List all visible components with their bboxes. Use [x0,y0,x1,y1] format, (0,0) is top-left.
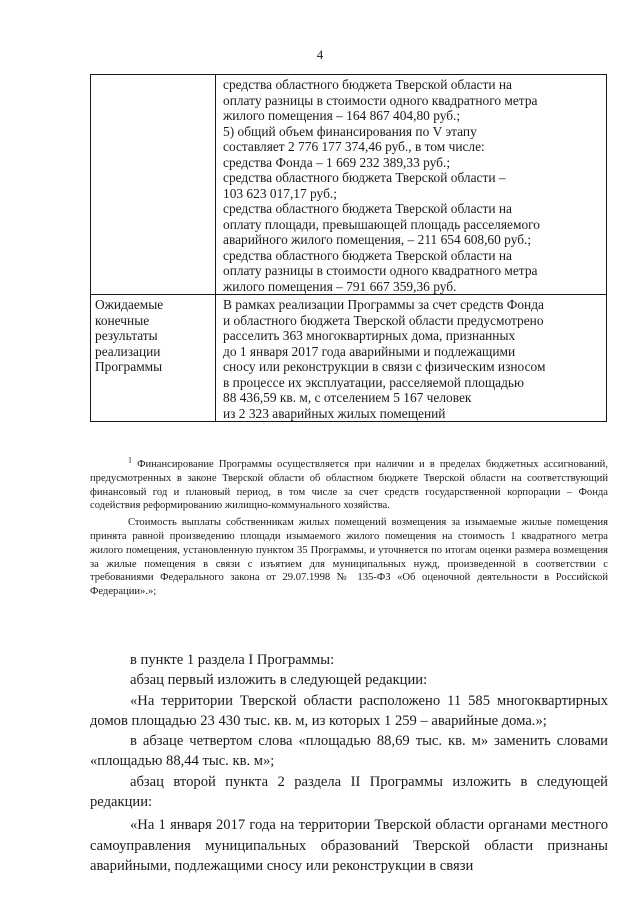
paragraph: в пункте 1 раздела I Программы: [130,652,335,668]
footnote [90,455,608,599]
text-line: оплату разницы в стоимости одного квадратного метра [223,263,538,278]
text-line: средства областного бюджета Тверской области на [223,247,512,263]
text-line: средства областного бюджета Тверской области на [223,201,512,216]
row-label-cell-empty [91,75,216,295]
text-line: в процессе их эксплуатации, расселяемой площадью [223,374,525,390]
text-line: оплату площади, превышающей площадь расселяемого [223,216,540,232]
text-line: 5) общий объем финансирования по V этапу [223,123,477,139]
label-line: Ожидаемые [95,297,164,312]
label-line: результаты [95,328,158,343]
paragraph: абзац второй пункта 2 раздела II Программы изложить в следующей редакции: [90,773,608,811]
text-line: 88 436,59 кв. м, с отселением 5 167 человек [223,390,472,405]
expected-results-cell [216,295,607,422]
text-line: сносу или реконструкции в связи с физическим износом [223,359,546,374]
text-line: средства областного бюджета Тверской области на [223,77,512,92]
text-line: и областного бюджета Тверской области предусмотрено [223,312,544,328]
text-line: составляет 2 776 177 374,46 руб., в том числе: [223,139,485,154]
text-line: жилого помещения – 791 667 359,36 руб. [223,278,457,294]
text-line: средства областного бюджета Тверской области – [223,170,506,185]
row-label-cell [91,295,216,422]
paragraph: в абзаце четвертом слова «площадью 88,69 тыс. кв. м» заменить словами «площадью 88,44 тыс. кв. м»; [90,733,608,770]
paragraph: «На территории Тверской области расположено 11 585 многоквартирных домов площадью 23 430 тыс. кв. м, из которых 1 259 – аварийные дома.»; [90,692,608,729]
page-number: 4 [316,47,324,62]
paragraph: «На 1 января 2017 года на территории Тверской области органами местного самоуправления муниципальных образований Тверской области признаны аварийными, подлежащими сносу или реконструкции в связи [90,817,608,874]
footnote-paragraph-1 [90,455,608,513]
main-body-text [90,650,608,876]
text-line: расселить 363 многоквартирных дома, признанных [223,328,516,343]
paragraph: абзац первый изложить в следующей редакции: [130,672,428,689]
text-line: жилого помещения – 164 867 404,80 руб.; [223,108,461,123]
text-line: до 1 января 2017 года аварийными и подлежащими [223,343,516,359]
footnote-paragraph-2: Стоимость выплаты собственникам жилых помещений возмещения за изымаемые жилые помещения принята равной произведению площади изымаемого жилого помещения на стоимость 1 квадратного метра жилого помещения, установленную пунктом 35 Программы, и уточняется по итогам оценки размера возмещения за жилые помещения в связи с изъятием для муниципальных нужд, произведенной в соответствии с требованиями Федерального закона от 29.07.1998 № 135-ФЗ «Об оценочной деятельности в Российской Федерации».»; [90,517,608,598]
text-line: оплату разницы в стоимости одного квадратного метра [223,92,538,108]
table-row-financing [91,75,607,295]
text-line: средства Фонда – 1 669 232 389,33 руб.; [223,154,451,170]
text-line: аварийного жилого помещения, – 211 654 608,60 руб.; [223,232,532,247]
text-line: из 2 323 аварийных жилых помещений [223,405,446,421]
text-line: В рамках реализации Программы за счет средств Фонда [223,297,544,312]
table-row-expected-results [91,295,607,422]
label-line: реализации [95,343,161,359]
program-passport-table [90,74,607,422]
financing-details-cell [216,75,607,295]
footnote-mark: 1 [128,455,132,465]
label-line: Программы [95,359,163,374]
text-line: 103 623 017,17 руб.; [223,185,337,201]
label-line: конечные [95,312,150,328]
footnote-text-1: Финансирование Программы осуществляется при наличии и в пределах бюджетных ассигнований, предусмотренных в законе Тверской области об областном бюджете Тверской области на соответствующий финансовый год и плановый период, в том числе за счет средств государственной корпорации – Фонда содействия реформированию жилищно-коммунального хозяйства. [90,459,608,512]
